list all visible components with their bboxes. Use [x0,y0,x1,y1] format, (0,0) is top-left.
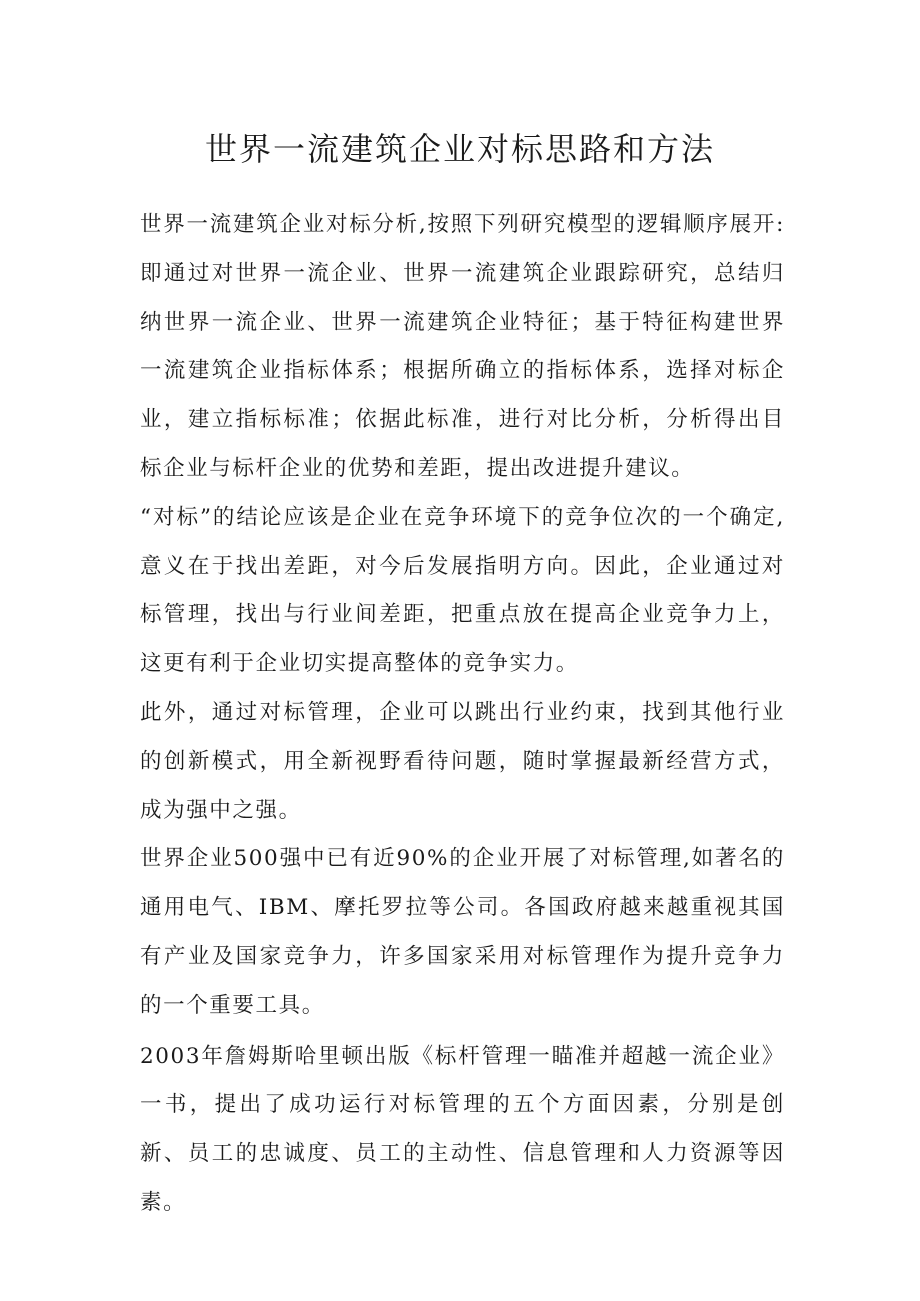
document-title: 世界一流建筑企业对标思路和方法 [204,130,715,168]
paragraph-fortune-500: 世界企业500强中已有近90%的企业开展了对标管理,如著名的通用电气、IBM、摩托罗拉等公司。各国政府越来越重视其国有产业及国家竞争力，许多国家采用对标管理作为提升竞争力的一个重要工具。 [140,846,785,1018]
paragraph-benchmark-conclusion: “对标”的结论应该是企业在竞争环境下的竞争位次的一个确定,意义在于找出差距，对今后发展指明方向。因此，企业通过对标管理，找出与行业间差距，把重点放在提高企业竞争力上，这更有利于企业切实提高整体的竞争实力。 [140,504,785,677]
paragraph-innovation-mode: 此外，通过对标管理，企业可以跳出行业约束，找到其他行业的创新模式，用全新视野看待问题，随时掌握最新经营方式，成为强中之强。 [140,699,785,823]
document-body [140,201,785,1228]
paragraph-harrington-book: 2003年詹姆斯哈里顿出版《标杆管理一瞄准并超越一流企业》一书，提出了成功运行对标管理的五个方面因素，分别是创新、员工的忠诚度、员工的主动性、信息管理和人力资源等因素。 [140,1043,785,1215]
paragraph-research-model: 世界一流建筑企业对标分析,按照下列研究模型的逻辑顺序展开:即通过对世界一流企业、世界一流建筑企业跟踪研究，总结归纳世界一流企业、世界一流建筑企业特征；基于特征构建世界一流建筑企业指标体系；根据所确立的指标体系，选择对标企业，建立指标标准；依据此标准，进行对比分析，分析得出目标企业与标杆企业的优势和差距，提出改进提升建议。 [140,212,785,481]
